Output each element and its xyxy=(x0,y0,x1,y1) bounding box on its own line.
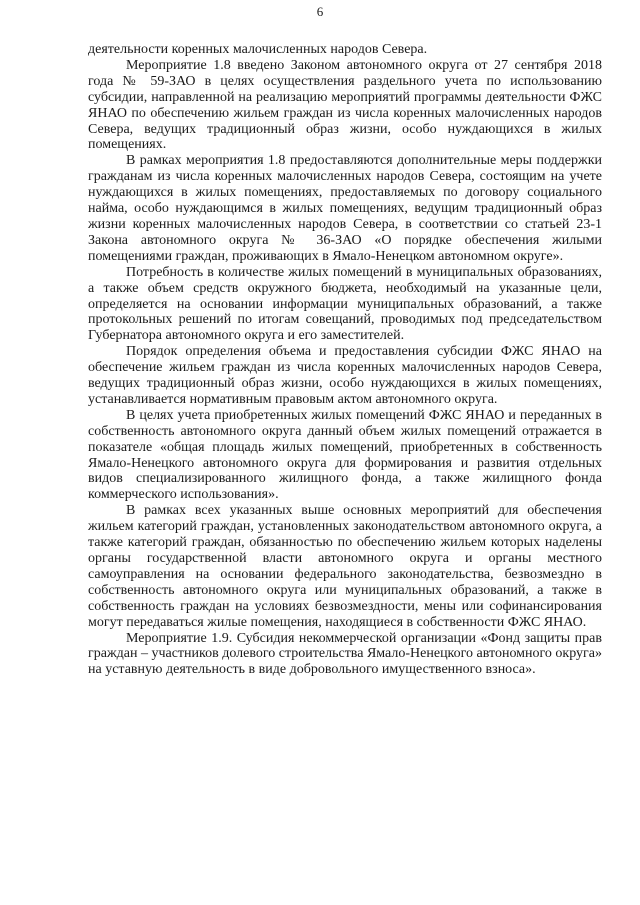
paragraph-continuation: деятельности коренных малочисленных народов Севера. xyxy=(88,42,428,57)
paragraph-measure-1-9: Мероприятие 1.9. Субсидия некоммерческой организации «Фонд защиты прав граждан – участников долевого строительства Ямало-Ненецкого автономного округа» на уставную деятельность в виде добровольного имущественного взноса». xyxy=(88,630,602,678)
document-body xyxy=(88,42,602,678)
paragraph-housing-demand: Потребность в количестве жилых помещений в муниципальных образованиях, а также объем средств окружного бюджета, необходимый на указанные цели, определяется на основании информации муниципальных образований, а также протокольных решений по итогам совещаний, проводимых под председательством Губернатора автономного округа и его заместителей. xyxy=(88,264,602,344)
paragraph-measure-1-8-support: В рамках мероприятия 1.8 предоставляются дополнительные меры поддержки гражданам из числа коренных малочисленных народов Севера, состоящим на учете нуждающихся в жилых помещениях, предоставляемых по договору социального найма, особо нуждающимся в жилых помещениях, ведущим традиционный образ жизни коренных малочисленных народов Севера, в соответствии со статьей 23-1 Закона автономного округа № 36-ЗАО «О порядке обеспечения жилыми помещениями граждан, проживающих в Ямало-Ненецком автономном округе». xyxy=(88,153,602,264)
paragraph-subsidy-procedure: Порядок определения объема и предоставления субсидии ФЖС ЯНАО на обеспечение жильем граждан из числа коренных малочисленных народов Севера, ведущих традиционный образ жизни, особо нуждающихся в жилых помещениях, устанавливается нормативным правовым актом автономного округа. xyxy=(88,344,602,407)
paragraph-measure-1-8-intro: Мероприятие 1.8 введено Законом автономного округа от 27 сентября 2018 года № 59-ЗАО в целях осуществления раздельного учета по использованию субсидии, направленной на реализацию мероприятий программы деятельности ФЖС ЯНАО по обеспечению жильем граждан из числа коренных малочисленных народов Севера, ведущих традиционный образ жизни, особо нуждающихся в жилых помещениях. xyxy=(88,57,602,153)
paragraph-transfer-of-housing: В рамках всех указанных выше основных мероприятий для обеспечения жильем категорий граждан, установленных законодательством автономного округа, а также категорий граждан, обязанностью по обеспечению жильем которых наделены органы государственной власти автономного округа и органы местного самоуправления на основании федерального законодательства, безвозмездно в собственность автономного округа или муниципальных образований, а также в собственность граждан на условиях безвозмездности, мены или софинансирования могут передаваться жилые помещения, находящиеся в собственности ФЖС ЯНАО. xyxy=(88,503,602,630)
paragraph-accounting: В целях учета приобретенных жилых помещений ФЖС ЯНАО и переданных в собственность автономного округа данный объем жилых помещений отражается в показателе «общая площадь жилых помещений, приобретенных в собственность Ямало-Ненецкого автономного округа для формирования и развития отдельных видов специализированного жилищного фонда, а также жилищного фонда коммерческого использования». xyxy=(88,407,602,503)
page-number: 6 xyxy=(316,4,324,19)
